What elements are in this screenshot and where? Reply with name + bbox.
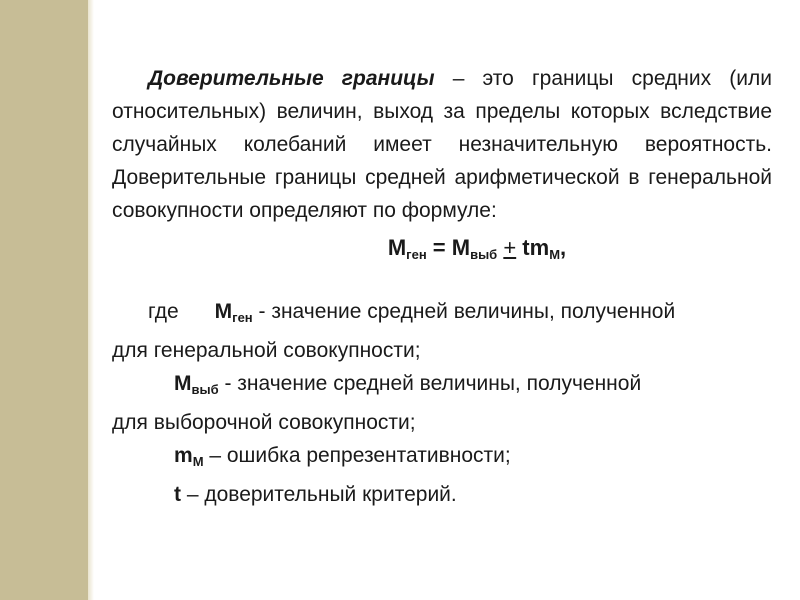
definitions-list xyxy=(112,295,772,511)
formula-sample-mean: M xyxy=(451,235,471,260)
formula-sample-mean-subscript: выб xyxy=(470,247,498,262)
symbol-m-lower: m xyxy=(174,444,193,467)
definition-general-mean xyxy=(112,295,772,367)
formula-equals: = xyxy=(426,235,452,260)
where-word: где xyxy=(148,300,179,323)
formula-plus-minus: + xyxy=(503,235,517,260)
intro-paragraph xyxy=(112,62,772,227)
definition-text: – доверительный критерий. xyxy=(181,483,457,506)
definition-text: – ошибка репрезентативности; xyxy=(203,444,511,467)
formula-comma: , xyxy=(560,235,567,260)
defined-term: Доверительные границы xyxy=(148,67,435,90)
definition-text: - значение средней величины, полученной xyxy=(252,300,676,323)
symbol-subscript: выб xyxy=(191,382,219,397)
decorative-band-edge xyxy=(88,0,94,600)
symbol-t: t xyxy=(174,483,181,506)
symbol-m: M xyxy=(214,300,233,323)
formula-lhs-subscript: ген xyxy=(406,247,427,262)
symbol-m: M xyxy=(174,372,192,395)
definition-text-continued: для выборочной совокупности; xyxy=(112,411,416,434)
definition-sample-mean xyxy=(112,367,772,439)
definition-text: - значение средней величины, полученной xyxy=(218,372,642,395)
definition-text-continued: для генеральной совокупности; xyxy=(112,339,421,362)
formula-lhs: M xyxy=(387,235,407,260)
formula-error-term: tm xyxy=(516,235,550,260)
symbol-subscript: ген xyxy=(232,310,253,325)
intro-text: – это границы средних (или относительных) величин, выход за пределы которых вследствие случайных колебаний имеет незначительную вероятность. Доверительные границы средней арифметической в генеральной совокупности определяют по формуле: xyxy=(112,67,772,222)
formula-error-subscript: M xyxy=(549,247,561,262)
confidence-formula xyxy=(182,231,772,271)
definition-confidence-criterion xyxy=(112,478,772,511)
definition-representativeness-error xyxy=(112,439,772,478)
decorative-left-band xyxy=(0,0,88,600)
symbol-subscript: M xyxy=(192,454,204,469)
slide-content xyxy=(112,62,772,511)
